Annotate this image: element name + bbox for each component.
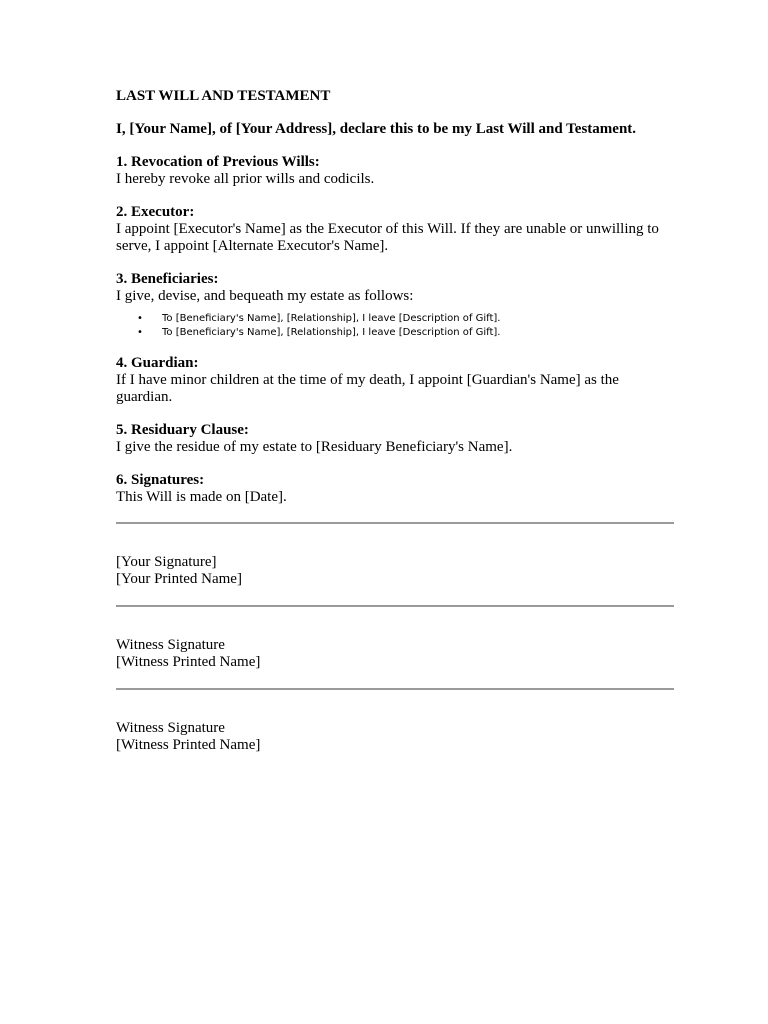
declaration: I, [Your Name], of [Your Address], declare this to be my Last Will and Testament. xyxy=(116,121,637,137)
signature-line-divider xyxy=(116,605,674,607)
section-guardian xyxy=(116,355,674,406)
section-body: I give the residue of my estate to [Residuary Beneficiary's Name]. xyxy=(116,439,513,455)
section-heading: 1. Revocation of Previous Wills: xyxy=(116,154,320,170)
section-heading: 2. Executor: xyxy=(116,204,195,220)
signature-line: Witness Signature xyxy=(116,637,225,653)
signature-block-witness-2 xyxy=(116,720,674,754)
signature-block-testator xyxy=(116,554,674,588)
signature-block-witness-1 xyxy=(116,637,674,671)
section-body: If I have minor children at the time of my death, I appoint [Guardian's Name] as the guardian. xyxy=(116,372,619,405)
section-heading: 4. Guardian: xyxy=(116,355,199,371)
section-residuary-clause xyxy=(116,422,674,456)
section-heading: 3. Beneficiaries: xyxy=(116,271,219,287)
list-item: • To [Beneficiary's Name], [Relationship], I leave [Description of Gift]. xyxy=(116,326,674,340)
signature-line: Witness Signature xyxy=(116,720,225,736)
document-title: LAST WILL AND TESTAMENT xyxy=(116,88,331,104)
section-heading: 5. Residuary Clause: xyxy=(116,422,249,438)
signature-line-divider xyxy=(116,522,674,524)
section-beneficiaries xyxy=(116,271,674,340)
section-body: This Will is made on [Date]. xyxy=(116,489,287,505)
printed-name-line: [Your Printed Name] xyxy=(116,571,242,587)
document-page xyxy=(116,88,674,754)
section-heading: 6. Signatures: xyxy=(116,472,205,488)
list-item: • To [Beneficiary's Name], [Relationship], I leave [Description of Gift]. xyxy=(116,312,674,326)
section-revocation xyxy=(116,154,674,188)
section-body: I give, devise, and bequeath my estate as follows: xyxy=(116,288,414,304)
section-executor xyxy=(116,204,674,255)
section-body: I hereby revoke all prior wills and codicils. xyxy=(116,171,375,187)
beneficiary-list xyxy=(116,312,674,340)
printed-name-line: [Witness Printed Name] xyxy=(116,737,261,753)
printed-name-line: [Witness Printed Name] xyxy=(116,654,261,670)
section-signatures xyxy=(116,472,674,506)
signature-line-divider xyxy=(116,688,674,690)
signature-line: [Your Signature] xyxy=(116,554,217,570)
section-body: I appoint [Executor's Name] as the Executor of this Will. If they are unable or unwilling to serve, I appoint [Alternate Executor's Name]. xyxy=(116,221,659,254)
